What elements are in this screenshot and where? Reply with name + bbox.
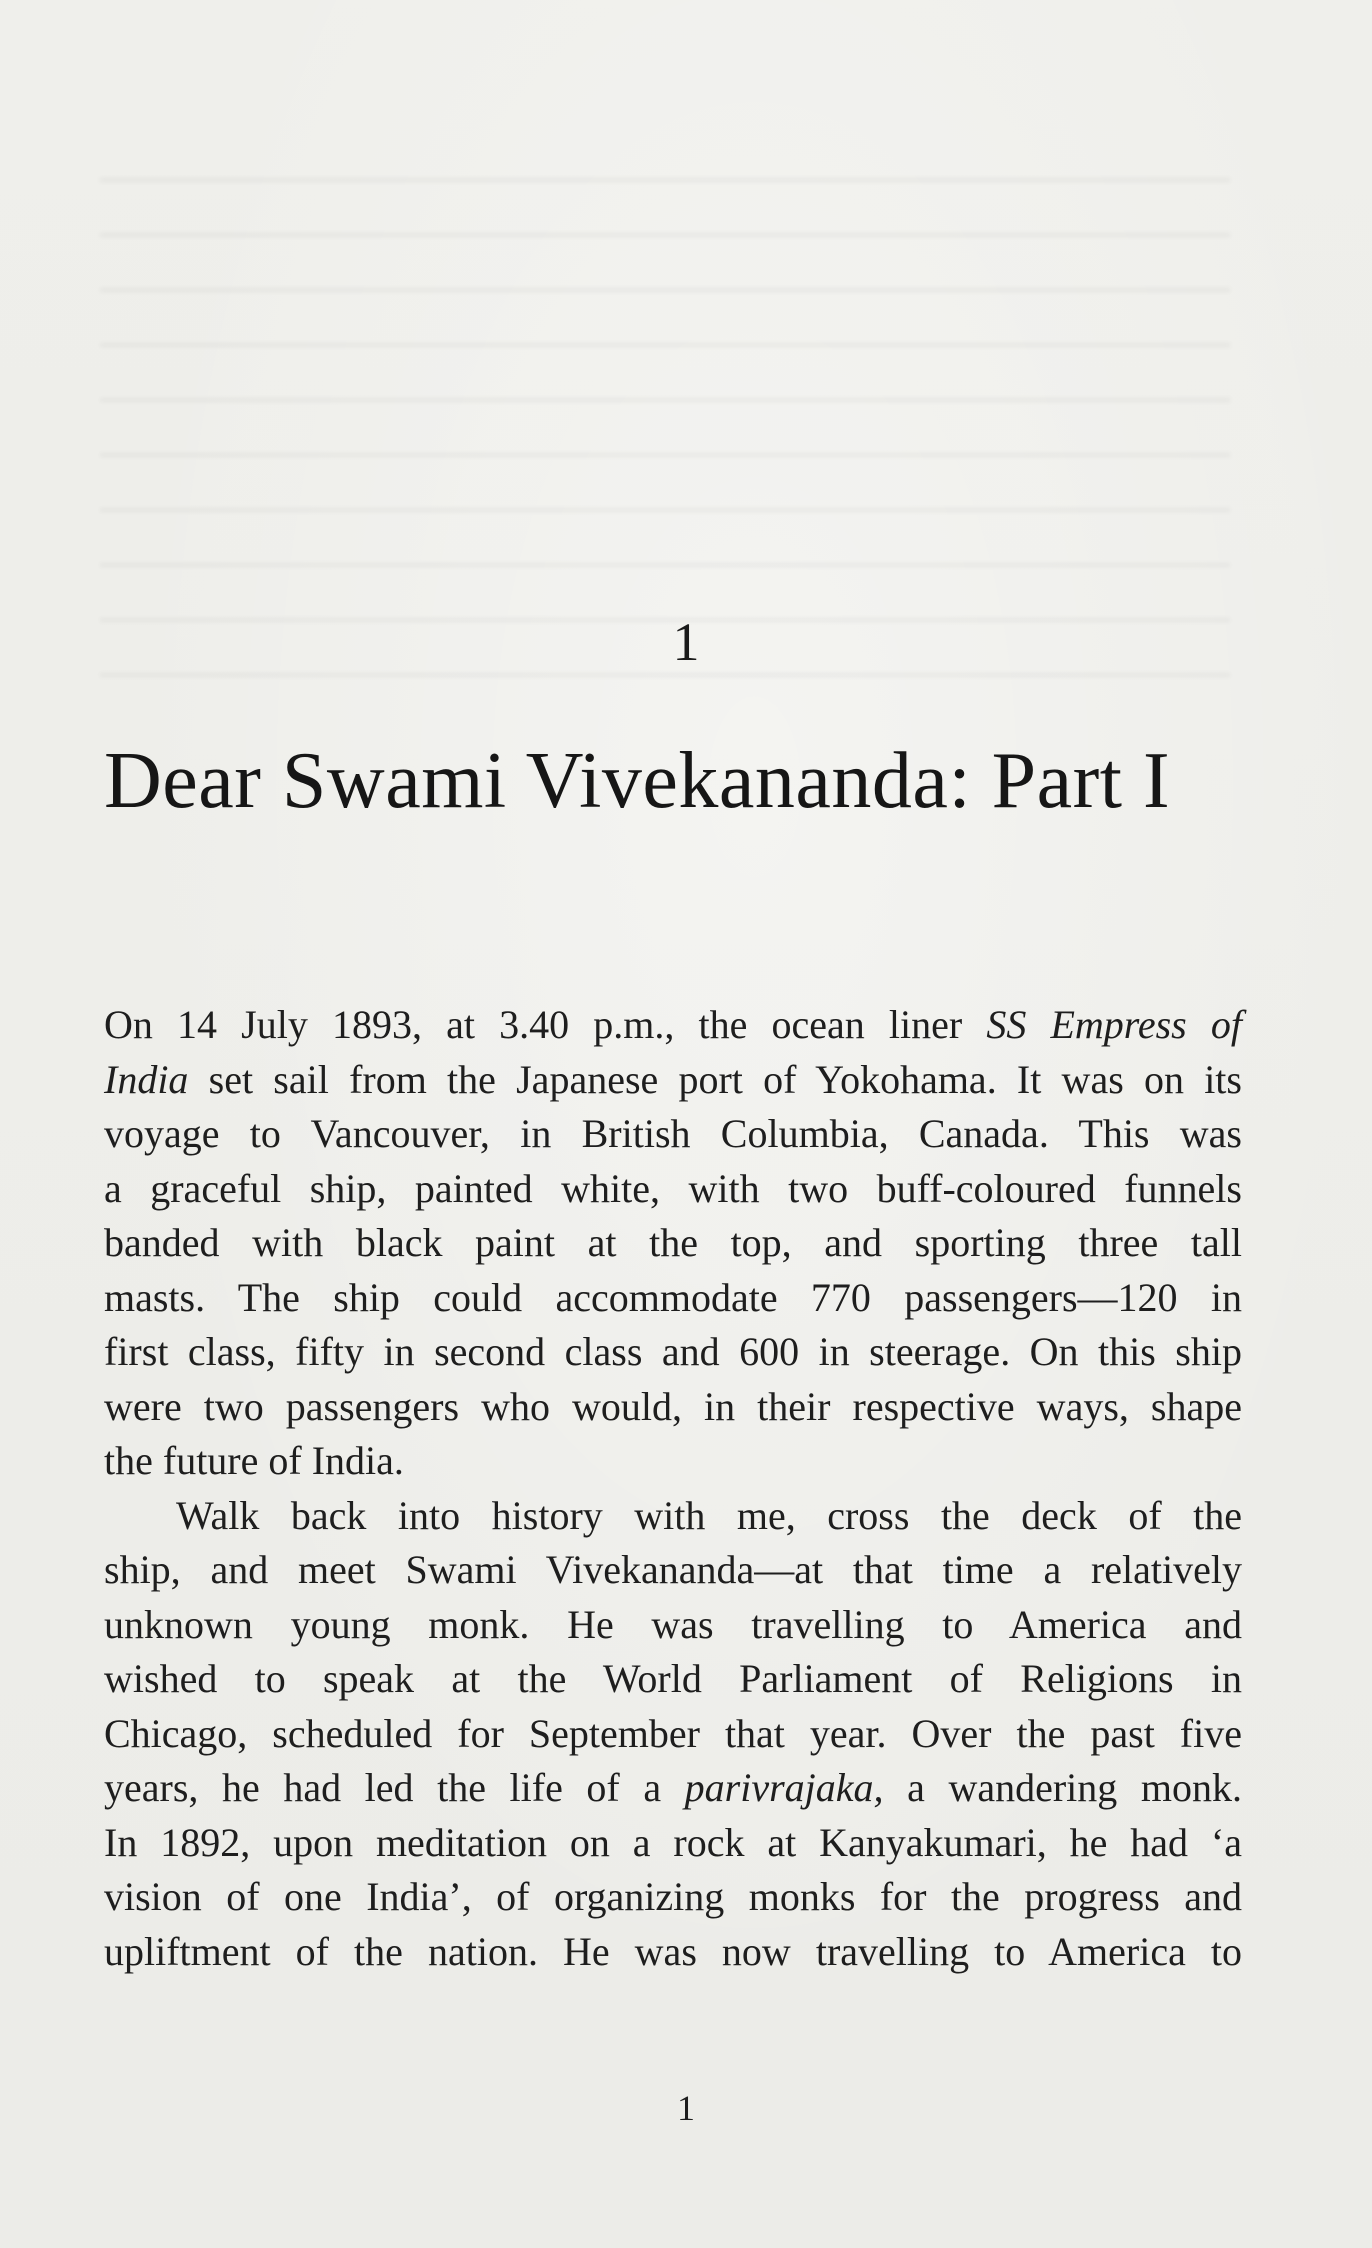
page-number: 1 [677,2088,695,2128]
text-line: In 1892, upon meditation on a rock at Kanyakumari, he had ‘a [104,1819,1242,1865]
text-line: a graceful ship, painted white, with two buff-coloured funnels [104,1165,1242,1211]
text-line: Walk back into history with me, cross the deck of the [176,1492,1242,1538]
text-line: upliftment of the nation. He was now travelling to America to [104,1928,1242,1974]
text-line: first class, fifty in second class and 600 in steerage. On this ship [104,1329,1242,1374]
text-line: wished to speak at the World Parliament of Religions in [104,1656,1242,1701]
text-line: vision of one India’, of organizing monks for the progress and [104,1874,1242,1919]
text-line: Chicago, scheduled for September that year. Over the past five [104,1710,1242,1756]
chapter-title: Dear Swami Vivekananda: Part I [104,737,1171,825]
text-line: On 14 July 1893, at 3.40 p.m., the ocean liner SS Empress of [104,1002,1242,1047]
text-line: years, he had led the life of a parivrajaka, a wandering monk. [104,1765,1242,1810]
text-line: banded with black paint at the top, and sporting three tall [104,1220,1242,1265]
text-line: the future of India. [104,1438,404,1483]
chapter-number: 1 [672,612,700,672]
text-line: ship, and meet Swami Vivekananda—at that time a relatively [104,1547,1242,1592]
text-line: were two passengers who would, in their respective ways, shape [104,1383,1242,1429]
body-text [104,998,1242,1979]
text-line: India set sail from the Japanese port of Yokohama. It was on its [104,1056,1242,1102]
text-line: masts. The ship could accommodate 770 passengers—120 in [104,1274,1242,1320]
text-line: unknown young monk. He was travelling to America and [104,1601,1242,1647]
text-line: voyage to Vancouver, in British Columbia, Canada. This was [104,1111,1242,1156]
